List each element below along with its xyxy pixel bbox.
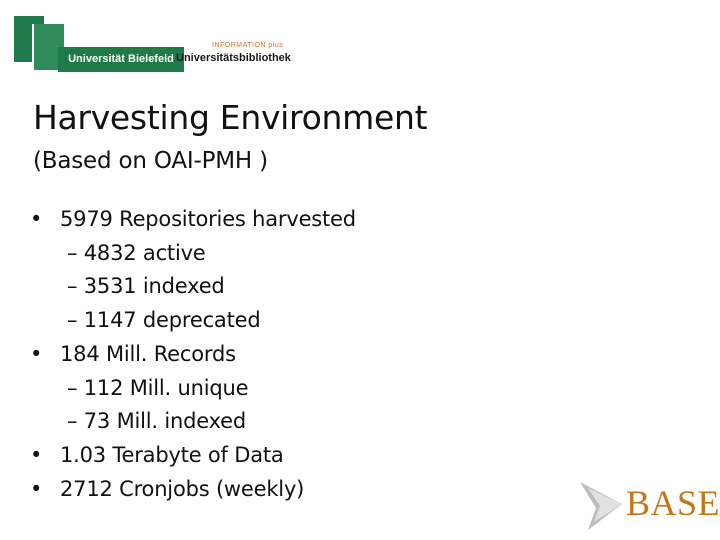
base-logo <box>578 478 718 536</box>
library-tagline: INFORMATION.plus <box>212 42 284 49</box>
base-label: BASE <box>626 483 720 523</box>
sub-item: – 1147 deprecated <box>67 308 261 333</box>
slide-title: Harvesting Environment <box>33 98 428 137</box>
bullet-dot-icon: • <box>30 341 43 366</box>
sub-item: – 3531 indexed <box>67 274 225 299</box>
bullet-item <box>30 439 356 473</box>
bullet-text: 184 Mill. Records <box>60 341 236 366</box>
bullet-dot-icon: • <box>30 442 43 467</box>
bullet-list <box>30 203 356 506</box>
university-logo <box>14 16 172 72</box>
bullet-item <box>30 338 356 439</box>
bullet-text: 5979 Repositories harvested <box>60 207 356 231</box>
sub-list <box>30 237 356 338</box>
slide-subtitle: (Based on OAI-PMH ) <box>33 148 268 174</box>
sub-item: – 73 Mill. indexed <box>67 409 247 434</box>
bullet-dot-icon: • <box>30 476 43 501</box>
bullet-text: 2712 Cronjobs (weekly) <box>60 476 305 501</box>
university-name: Universität Bielefeld <box>68 53 174 65</box>
sub-list <box>30 372 356 439</box>
bullet-item <box>30 473 356 507</box>
bullet-item <box>30 203 356 338</box>
sub-item: – 112 Mill. unique <box>67 375 249 400</box>
sub-item: – 4832 active <box>67 240 206 265</box>
library-logo <box>176 42 326 66</box>
library-name: Universitätsbibliothek <box>176 52 291 64</box>
bullet-text: 1.03 Terabyte of Data <box>60 442 284 467</box>
bullet-dot-icon: • <box>30 207 43 231</box>
